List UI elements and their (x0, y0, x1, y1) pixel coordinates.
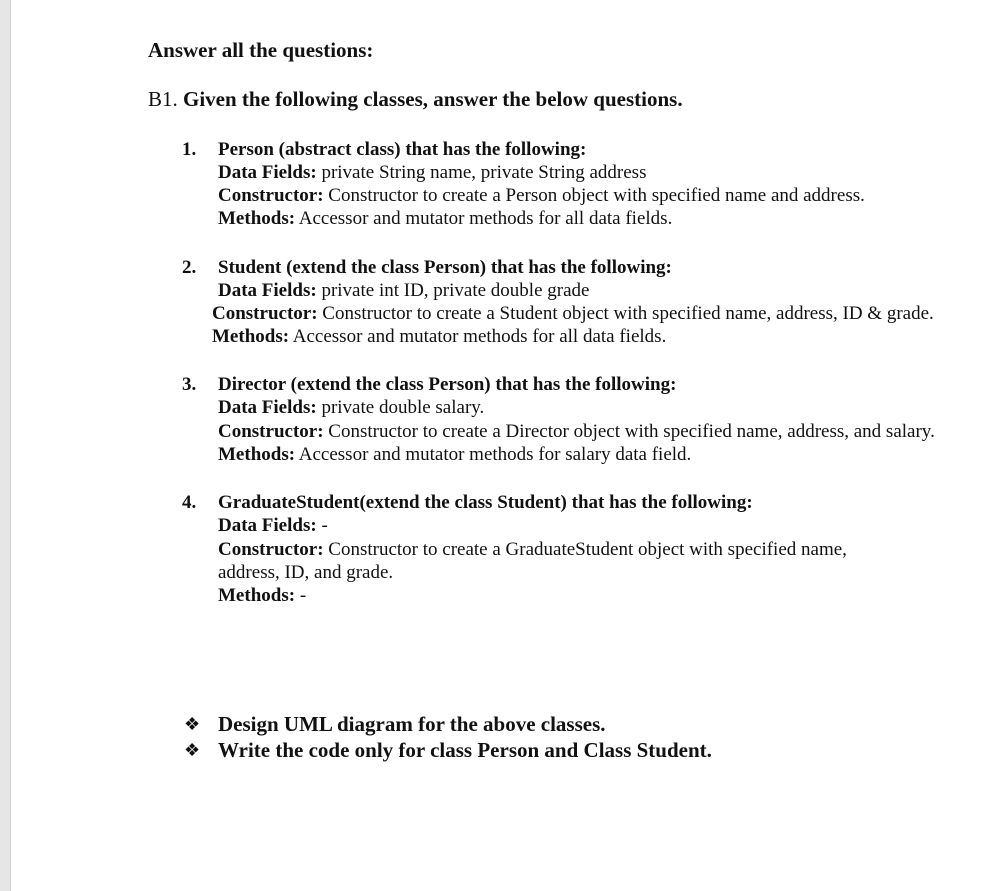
data-fields-label: Data Fields: (218, 280, 317, 301)
data-fields-label: Data Fields: (218, 515, 317, 536)
constructor-label: Constructor: (218, 539, 324, 560)
data-fields-label: Data Fields: (218, 162, 317, 183)
section-b1-heading (148, 87, 683, 111)
diamond-bullet-icon: ❖ (184, 714, 201, 734)
methods-label: Methods: (218, 444, 296, 465)
item-data-fields (218, 514, 328, 538)
item-constructor-continued: address, ID, and grade. (218, 562, 394, 583)
constructor-value: Constructor to create a GraduateStudent object with specified name, (328, 539, 847, 560)
data-fields-label: Data Fields: (218, 397, 317, 418)
document-page (11, 0, 985, 891)
item-number: 3. (182, 374, 197, 395)
item-title: GraduateStudent(extend the class Student) that has the following: (218, 492, 753, 513)
methods-value: Accessor and mutator methods for salary data field. (298, 444, 692, 465)
methods-value: Accessor and mutator methods for all data fields. (298, 208, 673, 229)
constructor-label: Constructor: (212, 303, 318, 324)
task-item: Write the code only for class Person and Class Student. (218, 738, 712, 762)
item-methods (212, 325, 666, 349)
item-number: 2. (182, 257, 197, 278)
item-data-fields (218, 279, 589, 303)
item-title: Person (abstract class) that has the following: (218, 139, 587, 160)
item-methods (218, 207, 672, 231)
diamond-bullet-icon: ❖ (184, 740, 201, 760)
data-fields-value: private double salary. (321, 397, 485, 418)
methods-label: Methods: (212, 326, 290, 347)
section-text: Given the following classes, answer the below questions. (183, 87, 683, 111)
item-constructor (212, 302, 934, 326)
constructor-label: Constructor: (218, 185, 324, 206)
item-constructor (218, 420, 935, 444)
constructor-label: Constructor: (218, 421, 324, 442)
section-label: B1. (148, 87, 178, 111)
item-constructor (218, 184, 865, 208)
page-left-margin (0, 0, 11, 891)
instructions-heading: Answer all the questions: (148, 38, 374, 62)
methods-label: Methods: (218, 208, 296, 229)
item-data-fields (218, 396, 484, 420)
item-methods (218, 443, 691, 467)
task-item: Design UML diagram for the above classes. (218, 712, 606, 736)
data-fields-value: private int ID, private double grade (321, 280, 590, 301)
methods-value: Accessor and mutator methods for all data fields. (292, 326, 667, 347)
item-number: 1. (182, 139, 197, 160)
methods-value: - (299, 585, 307, 606)
item-title: Student (extend the class Person) that has the following: (218, 257, 672, 278)
item-methods (218, 584, 306, 608)
data-fields-value: private String name, private String address (321, 162, 647, 183)
constructor-value: Constructor to create a Director object with specified name, address, and salary. (328, 421, 935, 442)
methods-label: Methods: (218, 585, 296, 606)
item-number: 4. (182, 492, 197, 513)
item-title: Director (extend the class Person) that has the following: (218, 374, 677, 395)
constructor-value: Constructor to create a Person object with specified name and address. (328, 185, 865, 206)
item-constructor (218, 538, 847, 562)
constructor-value: Constructor to create a Student object with specified name, address, ID & grade. (322, 303, 934, 324)
data-fields-value: - (321, 515, 328, 536)
item-data-fields (218, 161, 646, 185)
